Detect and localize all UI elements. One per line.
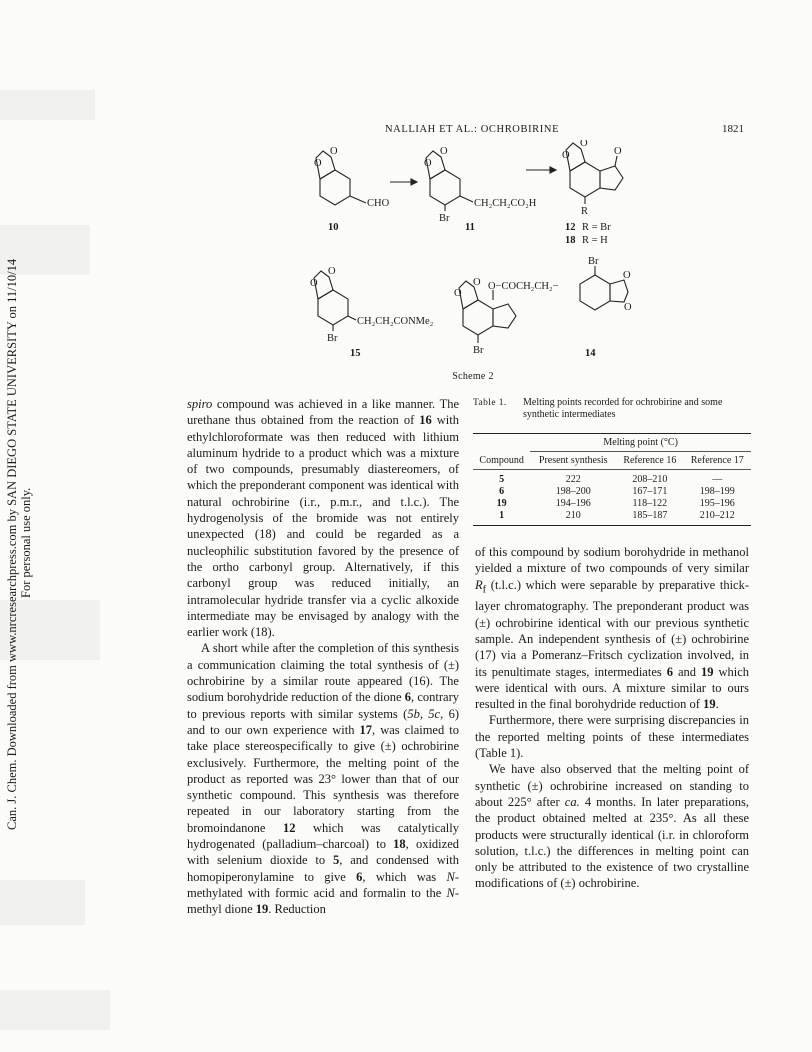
reaction-scheme <box>190 140 760 390</box>
compound-number-11: 11 <box>465 222 475 233</box>
compound-ref: 16 <box>419 413 432 428</box>
italic-text: 5c <box>428 706 441 721</box>
table-row <box>473 510 751 526</box>
table-header-empty <box>473 434 530 452</box>
table-cell: 6 <box>499 486 505 497</box>
page-number: 1821 <box>722 123 744 135</box>
table-cell: 198–200 <box>555 486 591 497</box>
table-cell: 208–210 <box>632 474 668 485</box>
indene-ring-14 <box>493 304 516 328</box>
scheme-label: O <box>562 150 570 161</box>
table-header: Present synthesis <box>538 455 608 466</box>
download-notice <box>0 0 40 1052</box>
table-cell: 222 <box>565 474 581 485</box>
paragraph: spiro compound was achieved in a like manner. The urethane thus obtained from the reaction of 16 with ethylchloroformate was then reduced with lithium aluminum hydride to a product which was a mixture of two compounds, presumably diastereomers, of which the preponderant component was identical with natural ochrobirine (i.r., p.m.r., and t.l.c.). The hydrogenolysis of the bromide was not entirely unexpected (18) and could be regarded as a nucleophilic substitution favored by the presence of the ortho carbonyl group. Alternatively, if this carbonyl group was reduced initially, an intramolecular hydride transfer via a cyclic alkoxide intermediate may be envisaged by analogy with the earlier work (18). <box>187 397 459 640</box>
r-label: R <box>581 206 589 217</box>
scheme-title: Scheme 2 <box>452 371 494 382</box>
table-label: Table 1. <box>473 398 507 408</box>
running-head: NALLIAH ET AL.: OCHROBIRINE <box>385 124 560 135</box>
br-label: Br <box>327 333 338 344</box>
table-header: Reference 16 <box>623 455 677 466</box>
table-row <box>473 498 751 510</box>
left-column <box>187 396 459 918</box>
compound-number-18: 18 <box>565 235 576 246</box>
compound-ref: 18 <box>393 837 406 852</box>
amide-label: CH₂CH₂CONMe₂ <box>357 316 434 327</box>
table-group-header: Melting point (°C) <box>530 434 751 452</box>
scheme-label: O <box>328 266 336 277</box>
scheme-label: O <box>623 270 631 281</box>
benzene-ring-15 <box>318 290 348 325</box>
benzene-ring-14b <box>580 275 610 310</box>
compound-ref: 12 <box>282 820 296 835</box>
compound-ref: 6 <box>356 869 363 884</box>
scheme-label: O <box>624 302 632 313</box>
scheme-drawing <box>190 140 760 390</box>
table-row <box>473 470 751 487</box>
table-cell: 195–196 <box>699 498 735 509</box>
scheme-label: O <box>314 158 322 169</box>
download-notice-line: Can. J. Chem. Downloaded from www.nrcresearchpress.com by SAN DIEGO STATE UNIVERSITY on 11/10/14 <box>5 258 19 830</box>
subscript: f <box>482 584 487 596</box>
scheme-label: O <box>454 288 462 299</box>
compound-ref: 5 <box>333 853 340 868</box>
scheme-label: O <box>330 146 338 157</box>
scheme-label: O <box>580 140 588 149</box>
scheme-label: O <box>424 158 432 169</box>
cho-label: CHO <box>367 198 390 209</box>
compound-ref: 19 <box>700 664 714 679</box>
table-cell: 1 <box>499 510 505 521</box>
table-cell: 194–196 <box>555 498 591 509</box>
scheme-label: O <box>310 278 318 289</box>
br-label: Br <box>439 213 450 224</box>
table-caption <box>473 397 751 421</box>
italic-text: N <box>446 869 455 884</box>
ester-label: O−COCH₂CH₂− <box>488 281 559 292</box>
table-cell: 118–122 <box>632 498 668 509</box>
table-caption-text: Melting points recorded for ochrobirine and some synthetic intermediates <box>523 397 723 420</box>
compound-ref: 19 <box>255 902 269 917</box>
scheme-label: O <box>473 277 481 288</box>
italic-text: R <box>475 577 483 592</box>
personal-use-line: For personal use only. <box>19 487 33 598</box>
italic-text: 5b <box>407 706 420 721</box>
table-header: Compound <box>479 454 524 466</box>
propionic-acid-label: CH₂CH₂CO₂H <box>474 198 537 209</box>
right-column <box>475 544 749 892</box>
paragraph: Furthermore, there were surprising discrepancies in the reported melting points of these intermediates (Table 1). <box>475 713 749 761</box>
melting-point-table <box>473 433 751 526</box>
r-substituent-h: R = H <box>582 235 608 246</box>
paragraph: A short while after the completion of this synthesis a communication claiming the total synthesis of (±) ochrobirine by a similar route appeared (16). The sodium borohydride reduction of the dione 6, contrary to previous reports with similar systems (5b, 5c, 6) and to our own experience with 17, was claimed to take place stereospecifically to give (±) ochrobirine exclusively. Furthermore, the melting point of the product as reported was 23° lower than that of our synthetic compound. This synthesis was therefore repeated in our laboratory starting from the bromoindanone 12 which was catalytically hydrogenated (palladium–charcoal) to 18, oxidized with selenium dioxide to 5, and condensed with homopiperonylamine to give 6, which was N-methylated with formic acid and formalin to the N-methyl dione 19. Reduction <box>187 641 460 917</box>
table-cell: 185–187 <box>632 510 668 521</box>
compound-ref: 6 <box>404 690 412 705</box>
compound-number-12: 12 <box>565 222 576 233</box>
benzene-ring-14 <box>463 300 493 335</box>
italic-text: spiro <box>187 397 213 411</box>
table-header: Reference 17 <box>690 455 744 466</box>
paragraph: We have also observed that the melting point of synthetic (±) ochrobirine increased on standing to about 225° after ca. 4 months. In later preparations, the product obtained melted at 235°. As all these products were structurally identical (i.r. in chloroform solution, t.l.c.) the differences in melting point can only be attributed to the existence of two crystalline modifications of (±) ochrobirine. <box>475 762 749 891</box>
table-cell: 198–199 <box>699 486 735 497</box>
br-label: Br <box>588 256 599 267</box>
ketone-o-label: O <box>614 146 622 157</box>
benzene-ring-12 <box>570 162 600 197</box>
cyclopentanone-ring <box>600 166 623 190</box>
table-cell: 167–171 <box>632 486 668 497</box>
br-label: Br <box>473 345 484 356</box>
table-row <box>473 486 751 498</box>
compound-number-10: 10 <box>328 222 339 233</box>
table-cell: — <box>712 474 723 485</box>
scheme-label: O <box>440 146 448 157</box>
benzene-ring-10 <box>320 170 350 205</box>
compound-ref: 19 <box>703 697 716 712</box>
benzene-ring-11 <box>430 170 460 205</box>
table-cell: 19 <box>496 498 507 509</box>
italic-text: ca. <box>564 794 580 809</box>
table-cell: 210–212 <box>699 510 735 521</box>
compound-ref: 6 <box>666 664 673 679</box>
table-cell: 5 <box>499 474 505 485</box>
paragraph: of this compound by sodium borohydride in methanol yielded a mixture of two compounds of very similar $R_f$ (t.l.c.) which were separable by preparative thick-layer chromatography. The preponderant product was (±) ochrobirine identical with our previous synthetic sample. An independent synthesis of (±) ochrobirine (17) via a Pomeranz–Fritsch cyclization involved, in its penultimate stages, intermediates 6 and 19 which were identical with ours. A mixture similar to ours resulted in the final borohydride reduction of 19. <box>475 545 749 712</box>
compound-number-15: 15 <box>350 348 361 359</box>
dioxole-ring-14b <box>610 280 628 302</box>
compound-ref: 17 <box>359 722 373 737</box>
table-cell: 210 <box>565 510 581 521</box>
r-substituent-br: R = Br <box>582 222 611 233</box>
compound-number-14: 14 <box>585 348 596 359</box>
italic-text: N <box>446 885 455 900</box>
table-1 <box>473 397 751 526</box>
